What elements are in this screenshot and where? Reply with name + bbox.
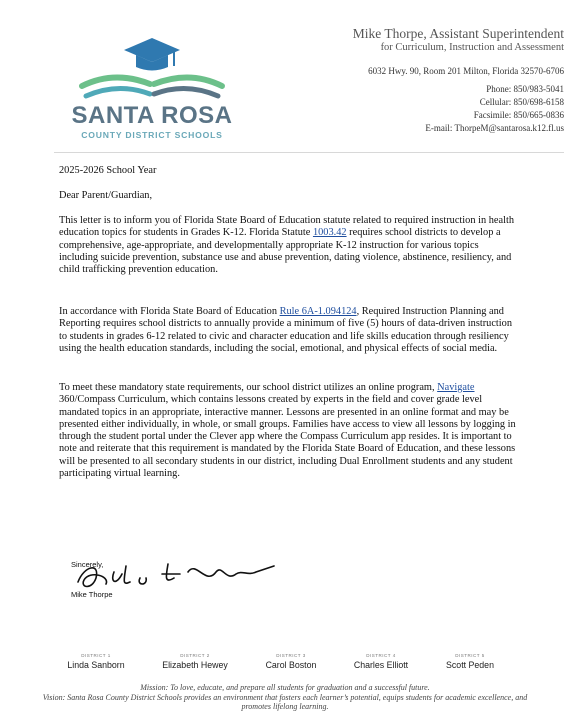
district-logo [52,34,252,144]
district-label: DISTRICT 3 [276,653,306,658]
statute-link[interactable]: 1003.42 [312,227,347,239]
paragraph-2-text-b: , Required Instruction Planning and Reporting requires school districts to annually provide a minimum of five (5) hours of data-driven instruction to students in grades 6-12 related to civic and character education and life skills education through resiliency using the health education standards, including the social, emotional, and physical effects of social media. [59,306,513,354]
header-divider [54,152,564,153]
footer-mission-vision [40,683,530,712]
district-member-name: Scott Peden [446,660,494,670]
sender-name-title: Mike Thorpe, Assistant Superintendent [352,26,564,41]
district-member-5 [420,653,520,670]
logo-name: SANTA ROSA [71,102,233,129]
district-member-name: Carol Boston [265,660,317,670]
district-member-2 [145,653,245,670]
sender-phone: Phone: 850/983-5041 [486,84,564,94]
paragraph-1-text-b: requires school districts to develop a comprehensive, age-appropriate, and developmentally appropriate K-12 instruction for various topics including suicide prevention, substance use and abuse prevention, dating violence, abstinence, resiliency, and child trafficking prevention education. [59,227,512,276]
district-member-name: Elizabeth Hewey [162,660,228,670]
signer-name: Mike Thorpe [71,590,113,599]
paragraph-1 [59,215,517,276]
school-year: 2025-2026 School Year [59,165,157,176]
closing: Sincerely, [71,560,104,569]
navigate-link[interactable]: Navigate [437,382,475,393]
rule-link[interactable]: Rule 6A-1.094124 [279,306,357,317]
paragraph-2-text-a: In accordance with Florida State Board of Education [59,306,280,317]
mission-statement: Mission: To love, educate, and prepare all students for graduation and a successful future. [140,683,430,692]
sender-cellular: Cellular: 850/698-6158 [479,97,564,107]
district-member-name: Linda Sanborn [67,660,125,670]
district-member-4 [331,653,431,670]
paragraph-3-text-a: To meet these mandatory state requirements, our school district utilizes an online program, [59,382,438,393]
paragraph-2 [59,306,517,355]
district-label: DISTRICT 2 [180,653,210,658]
sender-fax: Facsimile: 850/665-0836 [473,110,564,120]
district-label: DISTRICT 5 [455,653,485,658]
graduation-cap-books-icon [52,34,252,102]
district-member-3 [241,653,341,670]
paragraph-3 [59,382,517,480]
sender-address: 6032 Hwy. 90, Room 201 Milton, Florida 32570-6706 [368,66,564,76]
district-member-1 [46,653,146,670]
paragraph-3-text-b: 360/Compass Curriculum, which contains lessons created by experts in the field and cover grade level mandated topics in an appropriate, interactive manner. Lessons are presented in an online format and may be presented either individually, in whole, or small groups. Families have access to view all lessons by logging in through the student portal under the Clever app where the Compass Curriculum app resides. It is important to note and reiterate that this requirement is mandated by the Florida State Board of Education, and these lessons will be presented to all secondary students in our district, including Dual Enrollment students and any student participating virtual learning. [59,394,516,480]
salutation: Dear Parent/Guardian, [59,190,153,201]
district-label: DISTRICT 1 [81,653,111,658]
sender-email: E-mail: ThorpeM@santarosa.k12.fl.us [425,123,564,133]
sender-department: for Curriculum, Instruction and Assessment [380,42,564,53]
district-member-name: Charles Elliott [353,660,409,670]
logo-subtitle: COUNTY DISTRICT SCHOOLS [81,130,223,140]
paragraph-1-text-a: This letter is to inform you of Florida State Board of Education statute related to required instruction in health education topics for students in Grades K-12. Florida Statute [59,215,515,239]
district-label: DISTRICT 4 [366,653,396,658]
vision-statement: Vision: Santa Rosa County District Schools provides an environment that fosters each learner’s potential, equips students for academic excellence, and promotes lifelong learning. [42,692,528,711]
